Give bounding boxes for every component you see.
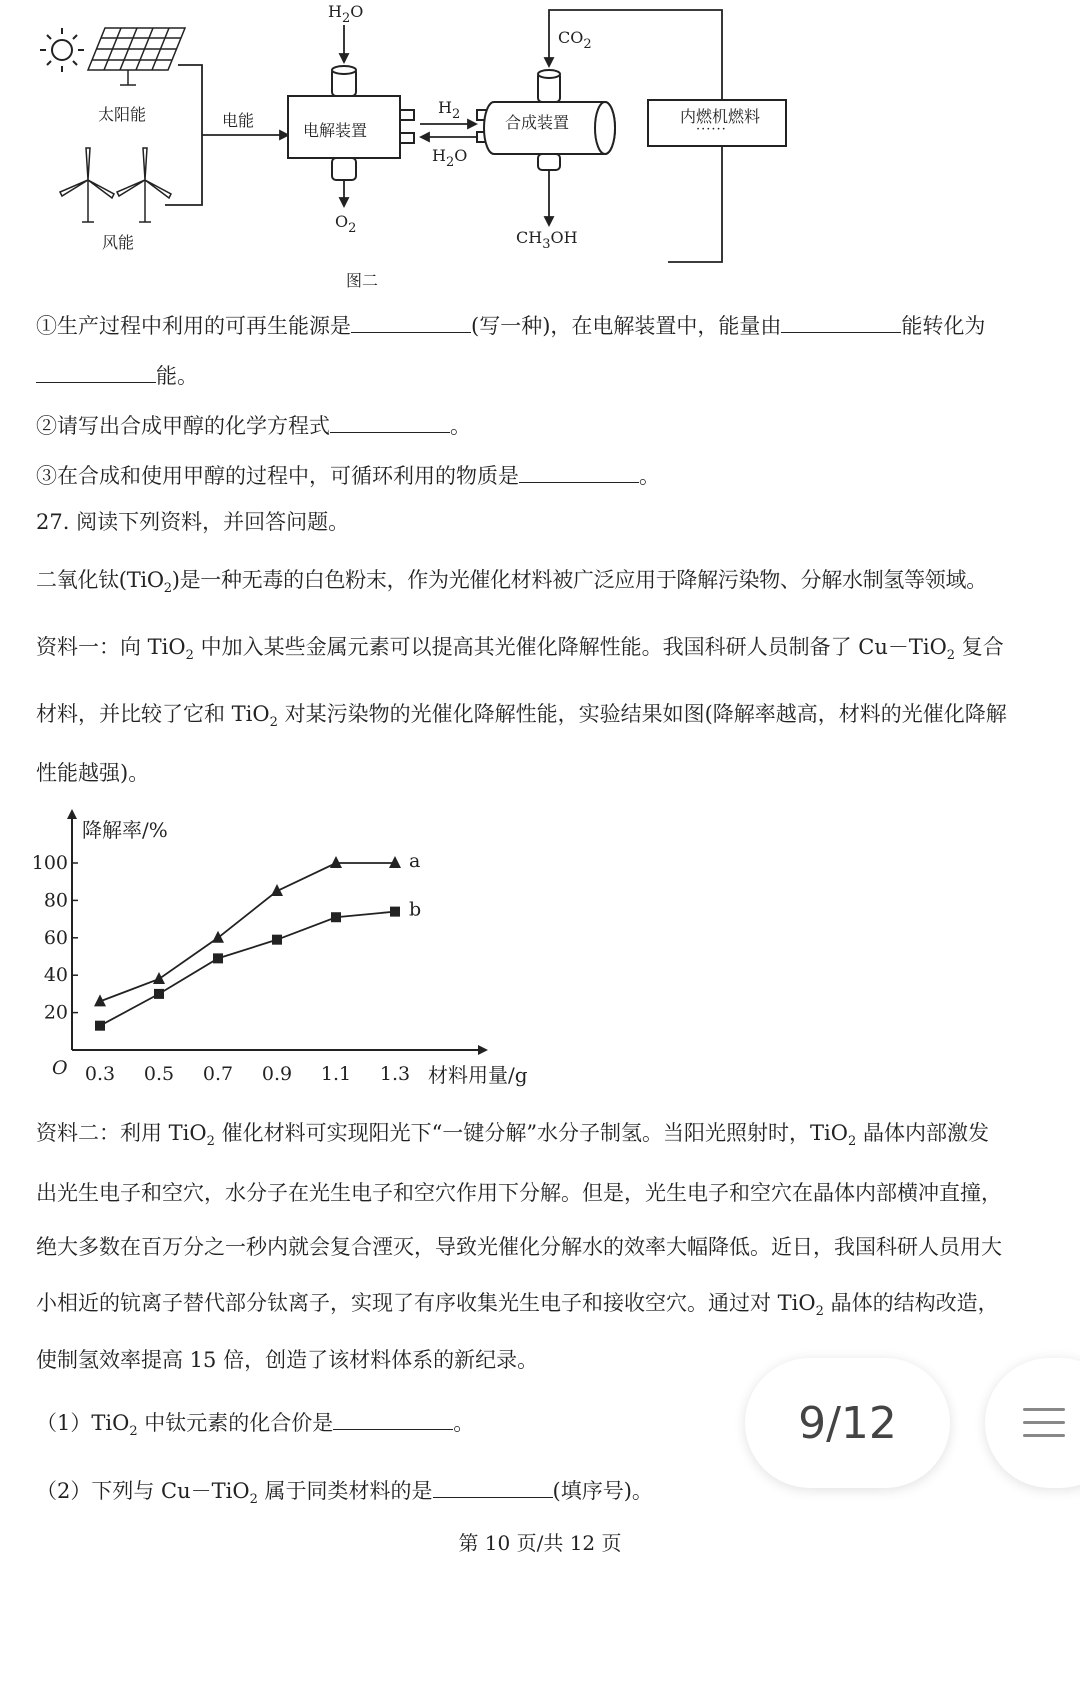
menu-icon-line (1023, 1421, 1065, 1424)
y-tick-label: 60 (43, 926, 68, 949)
x-tick-label: 0.9 (261, 1063, 293, 1085)
x-axis-arrow (478, 1045, 488, 1055)
answer-blank[interactable] (330, 412, 450, 433)
y-axis-label: 降解率/% (82, 818, 168, 842)
h2-label: $H_2$ (438, 98, 461, 122)
x-tick-label: 1.3 (379, 1063, 411, 1085)
menu-icon (1023, 1408, 1065, 1411)
solar-label: 太阳能 (98, 105, 147, 124)
h2o-return-label: $H_2O$ (432, 146, 468, 170)
figure-caption: 图二 (346, 271, 379, 290)
question-27-title: 27. 阅读下列资料，并回答问题。 (36, 510, 350, 534)
question-3: ③在合成和使用甲醇的过程中，可循环利用的物质是 。 (36, 464, 660, 488)
o2-output-label: $O_2$ (335, 212, 357, 236)
menu-icon-line (1023, 1434, 1065, 1437)
material-2-line-3: 绝大多数在百万分之一秒内就会复合湮灭，导致光催化分解水的效率大幅降低。近日，我国科研人员用大 (36, 1235, 1002, 1259)
engine-fuel-dots: ······ (696, 122, 727, 137)
x-tick-label: 0.3 (84, 1063, 116, 1085)
answer-blank[interactable] (433, 1477, 553, 1498)
answer-blank[interactable] (519, 462, 639, 483)
series-b-point (154, 989, 164, 999)
ch3oh-label: $CH_3OH$ (516, 228, 578, 252)
wind-turbine-icon (60, 148, 171, 222)
answer-blank[interactable] (333, 1409, 453, 1430)
figure-2 (0, 0, 1080, 290)
intro-paragraph: 二氧化钛(TiO$_2$)是一种无毒的白色粉末，作为光催化材料被广泛应用于降解污染物、分解水制氢等领域。 (36, 568, 987, 596)
sub-question-2: （2）下列与 Cu－TiO$_2$ 属于同类材料的是 (填序号)。 (36, 1479, 653, 1507)
series-a-point (330, 856, 342, 868)
answer-blank[interactable] (781, 312, 901, 333)
series-b-point (272, 935, 282, 945)
engine-fuel-label: 内燃机燃料 (680, 107, 761, 126)
series-b-point (213, 953, 223, 963)
y-tick-label: 40 (43, 964, 68, 987)
material-2-line-5: 使制氢效率提高 15 倍，创造了该材料体系的新纪录。 (36, 1348, 539, 1372)
synthesis-label: 合成装置 (505, 113, 570, 132)
y-axis-arrow (67, 809, 77, 819)
x-tick-label: 0.7 (202, 1063, 234, 1085)
y-tick-label: 80 (43, 889, 68, 912)
answer-blank[interactable] (351, 312, 471, 333)
electric-energy-label: 电能 (222, 111, 255, 130)
series-a-point (389, 856, 401, 868)
series-a-label: a (409, 850, 421, 872)
material-1-line-1: 资料一：向 TiO$_2$ 中加入某些金属元素可以提高其光催化降解性能。我国科研人员制备了 Cu－TiO$_2$ 复合 (36, 635, 1004, 663)
y-tick-label: 20 (43, 1001, 68, 1024)
question-1: ①生产过程中利用的可再生能源是 (写一种)，在电解装置中，能量由 能转化为 (36, 314, 986, 338)
co2-label: $CO_2$ (558, 28, 592, 52)
material-1-line-3: 性能越强)。 (36, 761, 150, 785)
series-a-point (271, 884, 283, 896)
x-tick-label: 1.1 (320, 1063, 352, 1085)
y-tick-label: 100 (31, 852, 68, 874)
page-footer: 第 10 页/共 12 页 (458, 1531, 622, 1555)
material-2-line-4: 小相近的钪离子替代部分钛离子，实现了有序收集光生电子和接收空穴。通过对 TiO$_2$ 晶体的结构改造， (36, 1291, 999, 1319)
series-a-point (212, 931, 224, 943)
h2o-input-label: $H_2O$ (328, 2, 364, 26)
x-axis-label: 材料用量/g (428, 1063, 528, 1087)
origin-label: O (52, 1057, 68, 1079)
series-a-point (153, 972, 165, 984)
series-b-point (390, 907, 400, 917)
material-2-line-2: 出光生电子和空穴，水分子在光生电子和空穴作用下分解。但是，光生电子和空穴在晶体内部横冲直撞， (36, 1181, 1002, 1205)
series-a-line (100, 863, 395, 1001)
sun-icon (40, 28, 84, 72)
wind-label: 风能 (102, 233, 135, 252)
series-b-line (100, 912, 395, 1026)
material-1-line-2: 材料，并比较了它和 TiO$_2$ 对某污染物的光催化降解性能，实验结果如图(降解率越高，材料的光催化降解 (36, 702, 1007, 730)
sub-question-1: （1）TiO$_2$ 中钛元素的化合价是 。 (36, 1411, 475, 1439)
electrolysis-label: 电解装置 (303, 121, 368, 140)
series-b-point (95, 1021, 105, 1031)
answer-blank[interactable] (36, 362, 156, 383)
solar-panel-icon (88, 28, 185, 85)
question-2: ②请写出合成甲醇的化学方程式 。 (36, 414, 471, 438)
x-tick-label: 0.5 (143, 1063, 175, 1085)
material-2-line-1: 资料二：利用 TiO$_2$ 催化材料可实现阳光下“一键分解”水分子制氢。当阳光照射时，TiO$_2$ 晶体内部激发 (36, 1121, 989, 1149)
series-b-label: b (409, 898, 422, 921)
degradation-chart (0, 805, 580, 1095)
series-b-point (331, 912, 341, 922)
question-1-cont: 能。 (36, 362, 198, 387)
page-indicator[interactable]: 9/12 (745, 1358, 950, 1488)
menu-button[interactable] (985, 1358, 1080, 1488)
